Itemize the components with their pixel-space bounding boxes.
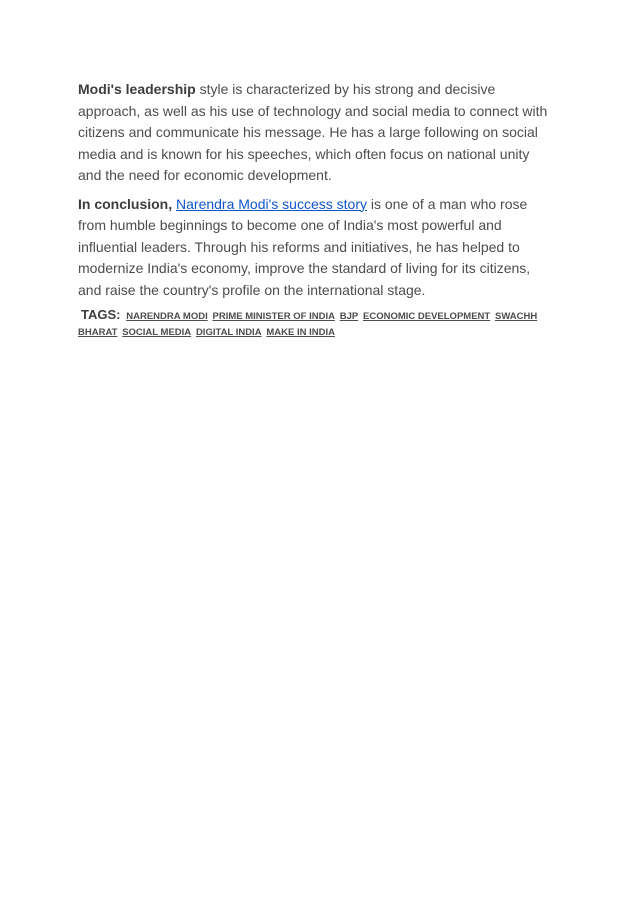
paragraph-leadership [78, 79, 552, 187]
tag-link[interactable]: BJP [339, 311, 359, 322]
article-body [78, 79, 552, 341]
tag-link[interactable]: DIGITAL INDIA [195, 327, 262, 338]
paragraph-text: is one of a man who rose from humble beginnings to become one of India's most powerful and influential leaders. Through his reforms and initiatives, he has helped to modernize India's economy, improve the standard of living for its citizens, and raise the country's profile on the international stage. [78, 195, 531, 298]
tag-link[interactable]: PRIME MINISTER OF INDIA [212, 311, 335, 322]
tags-list [78, 307, 552, 341]
paragraph-conclusion [78, 194, 552, 302]
tag-link[interactable]: NARENDRA MODI [126, 311, 208, 322]
tag-link[interactable]: SOCIAL MEDIA [122, 327, 192, 338]
tag-link[interactable]: SWACHH BHARAT [78, 311, 538, 338]
tags-label: TAGS: [81, 307, 121, 322]
success-story-link[interactable]: Narendra Modi's success story [176, 195, 367, 212]
tag-link[interactable]: MAKE IN INDIA [266, 327, 335, 338]
tag-link[interactable]: ECONOMIC DEVELOPMENT [363, 311, 491, 322]
paragraph-text: style is characterized by his strong and decisive approach, as well as his use of technology and social media to connect with citizens and communicate his message. He has a large following on social media and is known for his speeches, which often focus on national unity and the need for economic development. [78, 81, 548, 183]
paragraph-lead: In conclusion, [78, 195, 173, 212]
paragraph-lead: Modi's leadership [78, 81, 196, 97]
